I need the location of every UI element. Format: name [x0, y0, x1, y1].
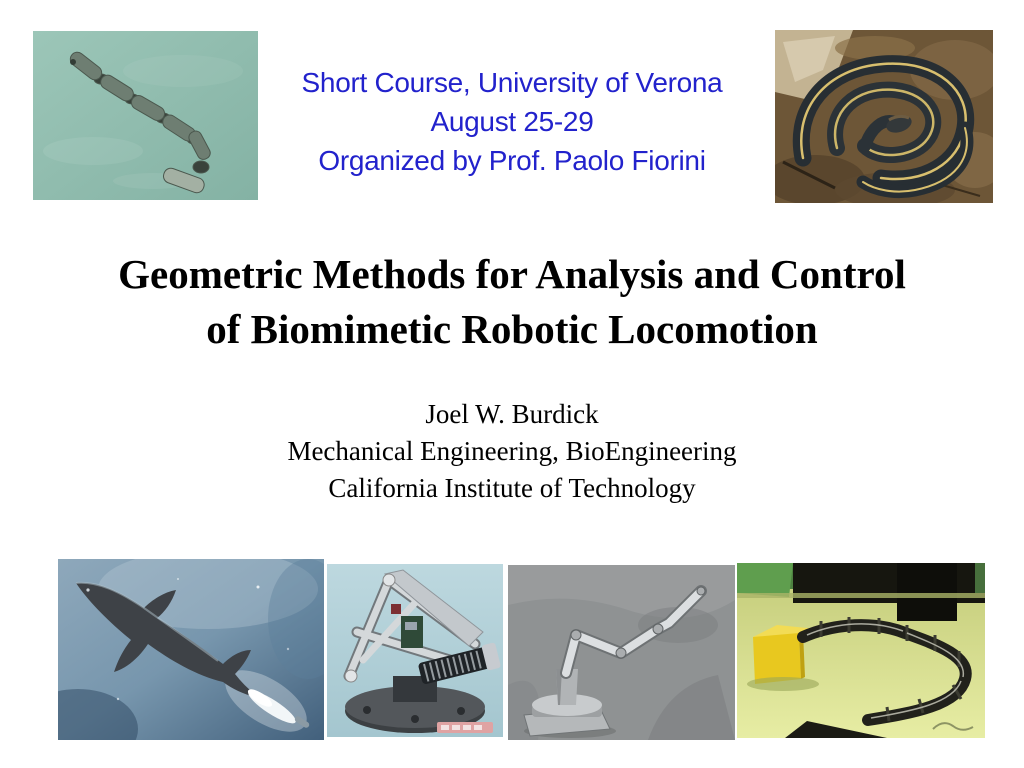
snake-robot-floor-photo [737, 563, 985, 738]
snake-robot-arm-photo [508, 565, 735, 740]
snake-robot-floor-art [737, 563, 985, 738]
garter-snake-art [775, 30, 993, 203]
slide-title-line-1: Geometric Methods for Analysis and Control [118, 251, 906, 297]
author-institution: California Institute of Technology [328, 473, 696, 503]
robot-mechanism-art [327, 564, 503, 737]
author-name: Joel W. Burdick [425, 399, 599, 429]
garter-snake-photo [775, 30, 993, 203]
slide-title [0, 247, 1024, 357]
snake-robot-arm-art [508, 565, 735, 740]
course-header-line-2: August 25-29 [430, 106, 594, 137]
course-header-line-3: Organized by Prof. Paolo Fiorini [318, 145, 706, 176]
slide-title-line-2: of Biomimetic Robotic Locomotion [206, 306, 818, 352]
course-header-line-1: Short Course, University of Verona [301, 67, 723, 98]
author-department: Mechanical Engineering, BioEngineering [287, 436, 737, 466]
author-block [0, 396, 1024, 507]
robot-mechanism-photo [327, 564, 503, 737]
shark-art [58, 559, 324, 740]
shark-photo [58, 559, 324, 740]
